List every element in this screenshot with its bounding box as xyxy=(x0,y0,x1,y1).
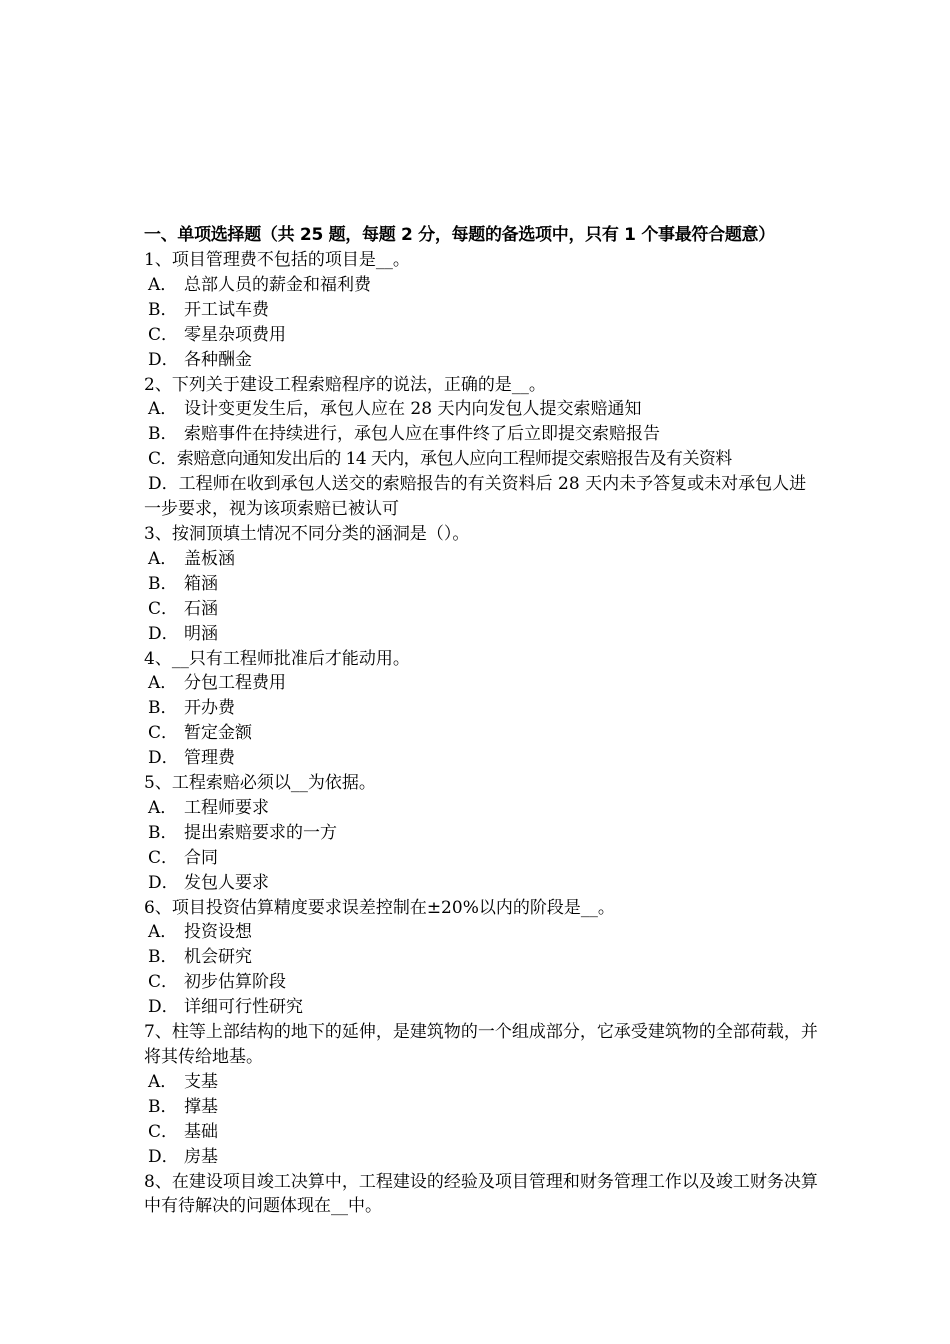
option-d xyxy=(144,871,819,896)
option-letter: D． xyxy=(148,1146,179,1167)
option-letter: C． xyxy=(148,598,179,619)
option-b xyxy=(144,945,819,970)
question-5 xyxy=(144,771,819,896)
question-stem: 1、项目管理费不包括的项目是__。 xyxy=(144,250,410,270)
option-letter: D． xyxy=(148,997,179,1018)
option-text: 初步估算阶段 xyxy=(184,972,286,993)
option-text: 详细可行性研究 xyxy=(184,997,303,1018)
option-letter: A． xyxy=(148,399,178,420)
option-b xyxy=(144,821,819,846)
option-text: 管理费 xyxy=(184,748,235,769)
option-text: 合同 xyxy=(184,847,218,868)
document-page xyxy=(144,222,819,1219)
question-1 xyxy=(144,248,819,373)
option-text: 设计变更发生后，承包人应在 28 天内向发包人提交索赔通知 xyxy=(184,399,642,420)
option-text: 房基 xyxy=(184,1146,218,1167)
option-c xyxy=(144,846,819,871)
option-d xyxy=(144,1145,819,1170)
option-text: 投资设想 xyxy=(184,922,252,943)
option-letter: A． xyxy=(148,673,178,694)
option-a xyxy=(144,796,819,821)
question-7 xyxy=(144,1020,819,1169)
option-a xyxy=(144,397,819,422)
option-c xyxy=(144,721,819,746)
option-d xyxy=(144,472,819,522)
option-c xyxy=(144,1120,819,1145)
option-a xyxy=(144,273,819,298)
option-d xyxy=(144,995,819,1020)
option-letter: B． xyxy=(148,573,178,594)
option-letter: B． xyxy=(148,822,178,843)
option-letter: D． xyxy=(148,623,179,644)
option-a xyxy=(144,920,819,945)
option-a xyxy=(144,671,819,696)
option-c xyxy=(144,597,819,622)
option-letter: D． xyxy=(148,349,179,370)
question-stem: 6、项目投资估算精度要求误差控制在±20%以内的阶段是__。 xyxy=(144,897,615,918)
option-text: 索赔意向通知发出后的 14 天内，承包人应向工程师提交索赔报告及有关资料 xyxy=(176,449,732,470)
option-letter: D． xyxy=(148,872,179,893)
option-letter: C． xyxy=(148,324,179,345)
option-letter: C． xyxy=(148,847,179,868)
option-letter: A． xyxy=(148,797,178,818)
option-letter: C． xyxy=(148,972,179,993)
option-text: 发包人要求 xyxy=(184,872,269,893)
option-text: 各种酬金 xyxy=(184,349,252,370)
option-letter: B． xyxy=(148,698,178,719)
option-letter: A． xyxy=(148,922,178,943)
question-3 xyxy=(144,522,819,647)
question-stem: 5、工程索赔必须以__为依据。 xyxy=(144,773,376,794)
option-c xyxy=(144,323,819,348)
option-text: 零星杂项费用 xyxy=(184,324,286,345)
option-d xyxy=(144,622,819,647)
option-text: 盖板涵 xyxy=(184,548,235,569)
question-4 xyxy=(144,647,819,772)
option-letter: A． xyxy=(148,1071,178,1092)
option-text: 暂定金额 xyxy=(184,723,252,744)
question-stem: 7、柱等上部结构的地下的延伸，是建筑物的一个组成部分，它承受建筑物的全部荷载，并将其传给地基。 xyxy=(144,1022,818,1067)
option-letter: B． xyxy=(148,299,178,320)
option-a xyxy=(144,1070,819,1095)
section-heading: 一、单项选择题（共 25 题，每题 2 分，每题的备选项中，只有 1 个事最符合题意） xyxy=(144,225,775,245)
option-letter: B． xyxy=(148,1096,178,1117)
option-c xyxy=(144,970,819,995)
option-b xyxy=(144,422,819,447)
option-text: 石涵 xyxy=(184,598,218,619)
option-text: 支基 xyxy=(184,1071,218,1092)
option-text: 总部人员的薪金和福利费 xyxy=(184,274,371,295)
question-stem: 2、下列关于建设工程索赔程序的说法，正确的是__。 xyxy=(144,374,546,395)
option-text: 索赔事件在持续进行，承包人应在事件终了后立即提交索赔报告 xyxy=(184,424,660,445)
option-text: 提出索赔要求的一方 xyxy=(184,822,337,843)
option-text: 明涵 xyxy=(184,623,218,644)
question-8 xyxy=(144,1170,819,1220)
option-letter: B． xyxy=(148,424,178,445)
option-letter: A． xyxy=(148,274,178,295)
option-letter: C． xyxy=(148,449,177,470)
option-b xyxy=(144,696,819,721)
option-letter: C． xyxy=(148,1121,179,1142)
option-letter: B． xyxy=(148,947,178,968)
option-c xyxy=(144,447,819,472)
question-stem: 8、在建设项目竣工决算中，工程建设的经验及项目管理和财务管理工作以及竣工财务决算中有待解决的问题体现在__中。 xyxy=(144,1171,818,1217)
option-text: 工程师要求 xyxy=(184,797,269,818)
question-6 xyxy=(144,896,819,1021)
question-2 xyxy=(144,373,819,522)
option-a xyxy=(144,547,819,572)
question-stem: 4、__只有工程师批准后才能动用。 xyxy=(144,648,410,669)
option-b xyxy=(144,1095,819,1120)
option-letter: D． xyxy=(148,474,179,495)
option-text: 基础 xyxy=(184,1121,218,1142)
option-letter: C． xyxy=(148,723,179,744)
option-text: 工程师在收到承包人送交的索赔报告的有关资料后 28 天内未予答复或未对承包人进一步要求，视为该项索赔已被认可 xyxy=(144,474,807,520)
option-letter: D． xyxy=(148,748,179,769)
option-text: 分包工程费用 xyxy=(184,673,286,694)
option-b xyxy=(144,298,819,323)
option-letter: A． xyxy=(148,548,178,569)
option-text: 机会研究 xyxy=(184,947,252,968)
question-stem: 3、按洞顶填土情况不同分类的涵洞是（）。 xyxy=(144,523,470,544)
option-d xyxy=(144,348,819,373)
option-text: 撑基 xyxy=(184,1096,218,1117)
option-text: 开办费 xyxy=(184,698,235,719)
option-text: 开工试车费 xyxy=(184,299,269,320)
option-b xyxy=(144,572,819,597)
option-text: 箱涵 xyxy=(184,573,218,594)
option-d xyxy=(144,746,819,771)
